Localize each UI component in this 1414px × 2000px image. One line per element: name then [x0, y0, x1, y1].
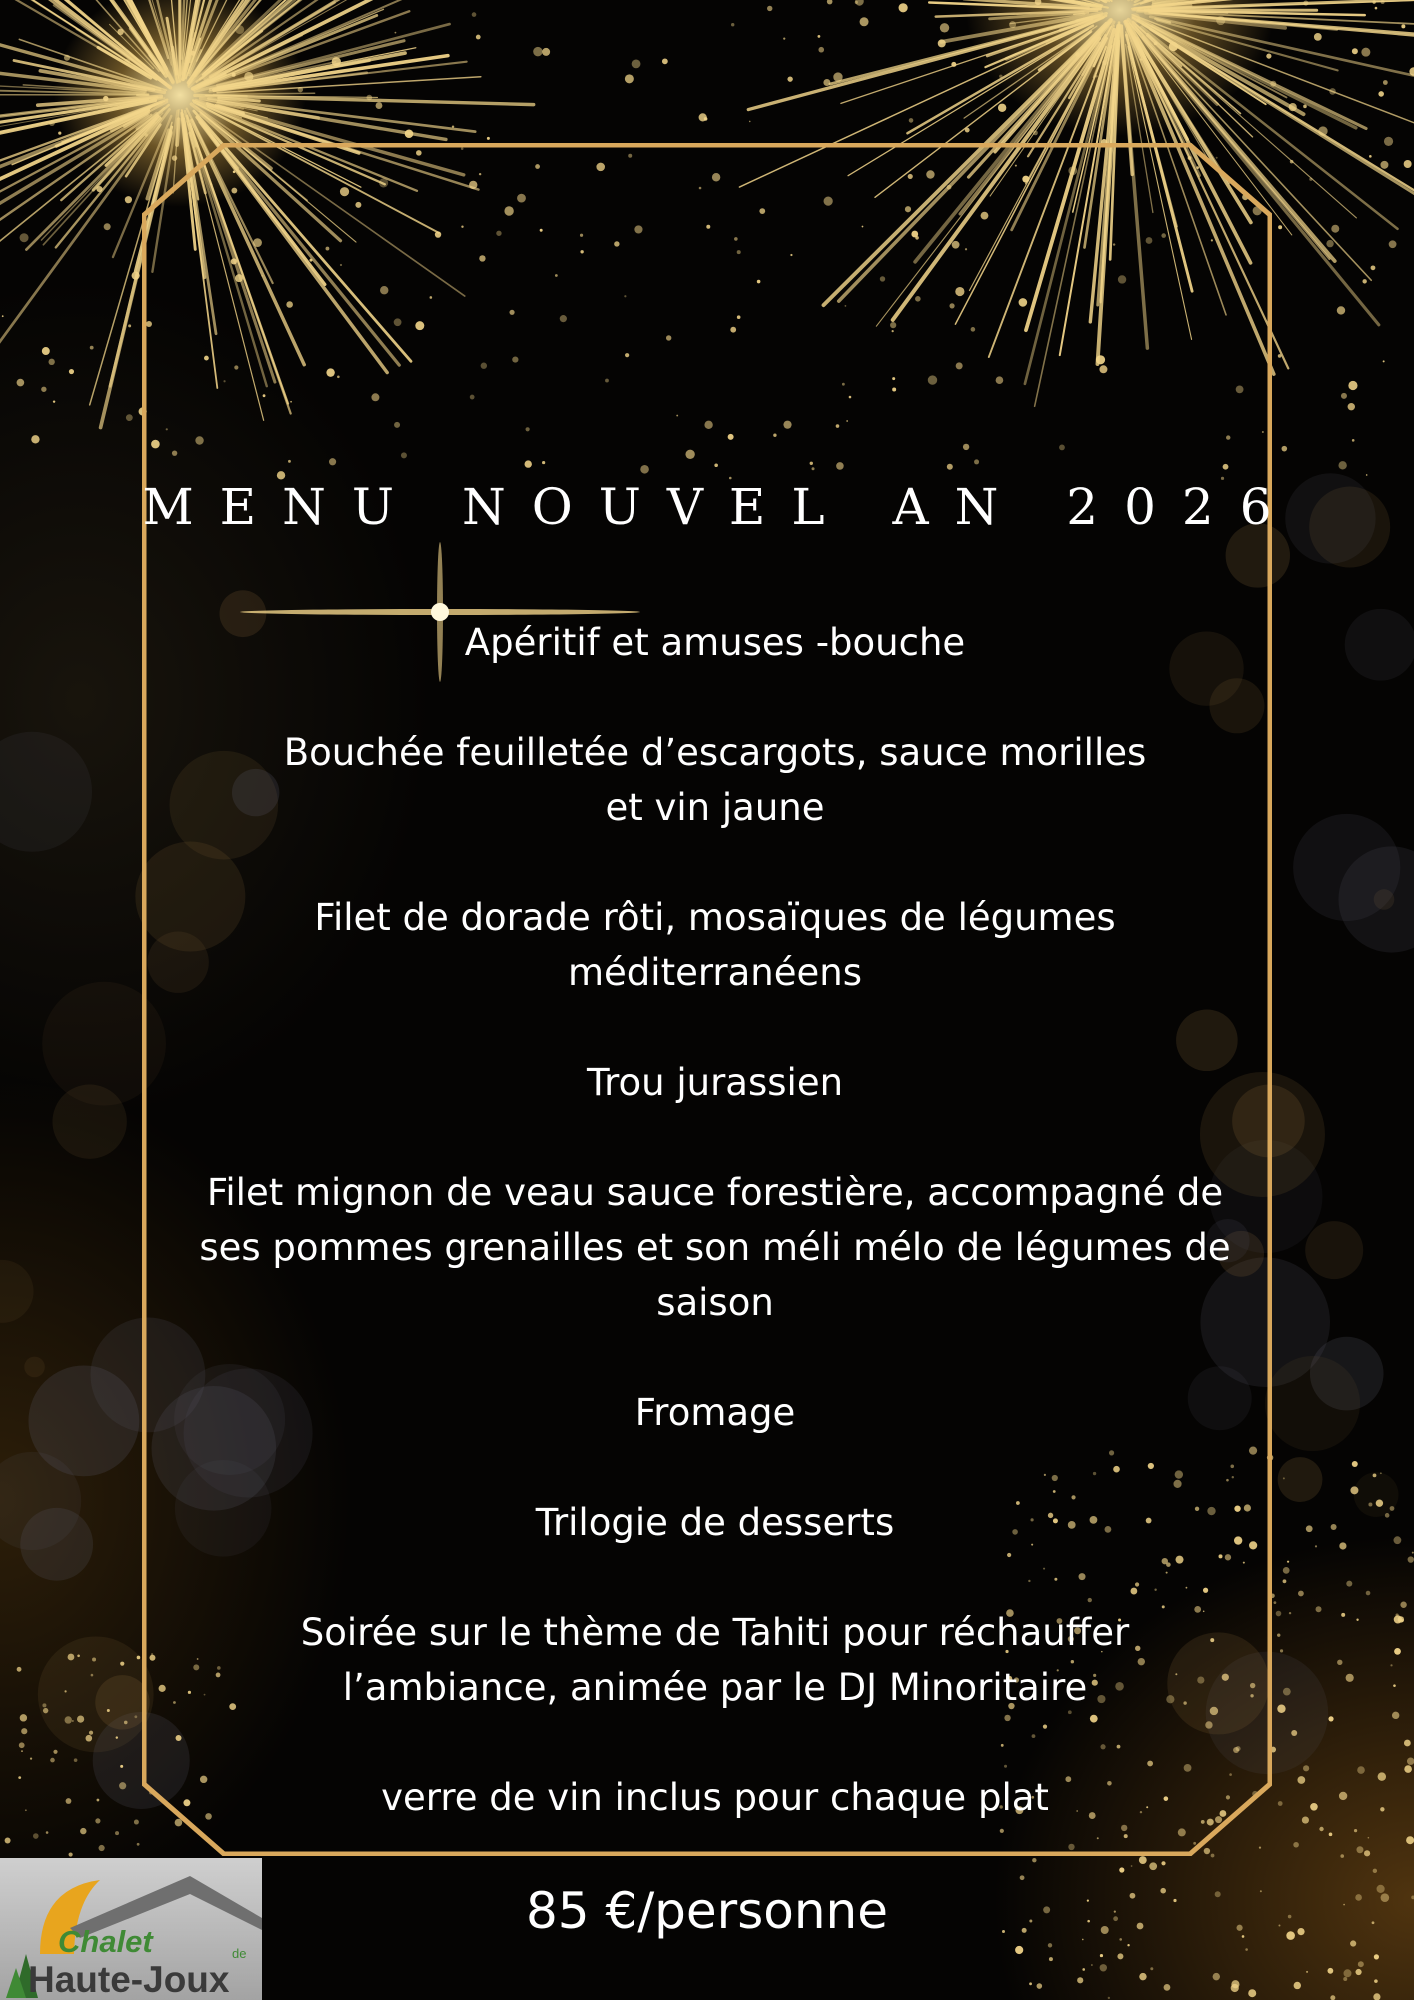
- sparkle-dot: [1404, 1765, 1412, 1773]
- sparkle-dot: [487, 137, 490, 140]
- sparkle-dot: [1231, 1984, 1239, 1992]
- sparkle-dot: [1356, 1846, 1363, 1853]
- sparkle-dot: [191, 51, 196, 56]
- sparkle-dot: [1374, 1954, 1379, 1959]
- sparkle-dot: [818, 35, 821, 38]
- sparkle-dot: [1384, 137, 1393, 146]
- menu-item-desserts: Trilogie de desserts: [535, 1501, 895, 1544]
- sparkle-dot: [1319, 1827, 1323, 1831]
- sparkle-dot: [95, 1818, 100, 1823]
- sparkle-dot: [938, 39, 946, 47]
- sparkle-dot: [1338, 461, 1346, 469]
- sparkle-dot: [999, 75, 1002, 78]
- sparkle-dot: [1102, 60, 1107, 65]
- sparkle-dot: [965, 128, 970, 133]
- sparkle-dot: [1150, 1967, 1153, 1970]
- sparkle-dot: [1352, 439, 1355, 442]
- sparkle-dot: [1294, 1982, 1301, 1989]
- bokeh-circle: [1265, 1356, 1360, 1451]
- sparkle-dot: [1108, 1997, 1110, 1999]
- sparkle-dot: [1278, 1801, 1283, 1806]
- sparkle-dot: [116, 1736, 118, 1738]
- bokeh-circle: [0, 1260, 34, 1323]
- sparkle-dot: [1282, 446, 1288, 452]
- firework-ray: [16, 0, 167, 73]
- sparkle-dot: [1396, 1613, 1399, 1616]
- sparkle-dot: [1346, 1674, 1354, 1682]
- sparkle-dot: [1278, 354, 1282, 358]
- sparkle-dot: [21, 1750, 23, 1752]
- sparkle-dot: [58, 132, 61, 135]
- sparkle-dot: [90, 346, 94, 350]
- sparkle-dot: [1283, 1567, 1290, 1574]
- sparkle-dot: [1049, 1957, 1053, 1961]
- firework-ray: [180, 0, 181, 75]
- sparkle-dot: [787, 76, 792, 81]
- sparkle-dot: [1315, 1545, 1317, 1547]
- sparkle-dot: [77, 1715, 84, 1722]
- sparkle-dot: [134, 1715, 137, 1718]
- sparkle-dot: [1270, 81, 1276, 87]
- sparkle-dot: [64, 1690, 66, 1692]
- sparkle-dot: [1297, 1776, 1305, 1784]
- sparkle-dot: [30, 1758, 32, 1760]
- sparkle-dot: [1352, 1461, 1358, 1467]
- sparkle-dot: [1401, 24, 1405, 28]
- sparkle-dot: [1392, 1712, 1399, 1719]
- sparkle-dot: [1407, 1758, 1414, 1765]
- sparkle-dot: [117, 29, 123, 35]
- sparkle-dot: [1406, 1836, 1414, 1844]
- sparkle-dot: [1009, 21, 1016, 28]
- sparkle-dot: [1274, 1601, 1277, 1604]
- chalet-logo: [0, 1858, 262, 2000]
- sparkle-dot: [18, 1776, 21, 1779]
- sparkle-dot: [1380, 1807, 1384, 1811]
- sparkle-dot: [940, 23, 949, 32]
- sparkle-dot: [1140, 58, 1142, 60]
- sparkle-dot: [542, 48, 550, 56]
- sparkle-dot: [1033, 130, 1038, 135]
- sparkle-dot: [1310, 1803, 1318, 1811]
- sparkle-dot: [783, 38, 785, 40]
- sparkle-dot: [77, 1654, 80, 1657]
- sparkle-dot: [1404, 160, 1412, 168]
- sparkle-dot: [1339, 1792, 1347, 1800]
- sparkle-dot: [472, 12, 477, 17]
- sparkle-dot: [998, 104, 1006, 112]
- sparkle-dot: [1380, 161, 1388, 169]
- sparkle-dot: [1394, 1648, 1401, 1655]
- sparkle-dot: [1393, 1536, 1401, 1544]
- sparkle-dot: [1277, 1633, 1280, 1636]
- sparkle-dot: [1213, 1973, 1220, 1980]
- sparkle-dot: [1368, 1503, 1372, 1507]
- sparkle-dot: [749, 121, 751, 123]
- sparkle-dot: [1037, 1983, 1043, 1989]
- sparkle-dot: [1383, 80, 1388, 85]
- sparkle-dot: [64, 55, 70, 61]
- sparkle-dot: [1368, 1837, 1370, 1839]
- sparkle-dot: [1372, 0, 1375, 3]
- sparkle-dot: [1266, 53, 1271, 58]
- sparkle-dot: [1393, 1684, 1396, 1687]
- sparkle-dot: [1309, 178, 1312, 181]
- firework-ray: [177, 119, 179, 145]
- sparkle-dot: [1352, 48, 1358, 54]
- sparkle-dot: [42, 1703, 46, 1707]
- sparkle-dot: [1318, 126, 1327, 135]
- sparkle-dot: [1343, 1977, 1347, 1981]
- sparkle-dot: [124, 59, 130, 65]
- sparkle-dot: [395, 32, 397, 34]
- sparkle-dot: [1276, 1611, 1282, 1617]
- sparkle-dot: [21, 1728, 27, 1734]
- sparkle-dot: [1289, 1612, 1291, 1614]
- menu-item-vin: verre de vin inclus pour chaque plat: [381, 1776, 1049, 1819]
- sparkle-dot: [731, 23, 734, 26]
- sparkle-dot: [704, 117, 708, 121]
- bokeh-circle: [52, 1084, 126, 1158]
- menu-item-escargots: Bouchée feuilletée d’escargots, sauce morilles et vin jaune: [283, 731, 1147, 829]
- firework-ray: [213, 93, 314, 94]
- sparkle-dot: [1154, 41, 1158, 45]
- sparkle-dot: [1095, 75, 1097, 77]
- sparkle-dot: [1401, 1619, 1404, 1622]
- menu-items: [180, 615, 1250, 1880]
- sparkle-dot: [452, 125, 454, 127]
- sparkle-dot: [1390, 1506, 1395, 1511]
- sparkle-dot: [1015, 1946, 1023, 1954]
- chalet-logo-icon: [0, 1858, 262, 2000]
- sparkle-dot: [366, 95, 372, 101]
- sparkle-dot: [1339, 1542, 1346, 1549]
- sparkle-dot: [89, 1731, 93, 1735]
- sparkle-dot: [1117, 1953, 1123, 1959]
- sparkle-dot: [1375, 7, 1378, 10]
- sparkle-dot: [1373, 1869, 1377, 1873]
- sparkle-dot: [65, 1716, 72, 1723]
- sparkle-dot: [134, 1820, 139, 1825]
- sparkle-dot: [1293, 1842, 1299, 1848]
- sparkle-dot: [909, 118, 914, 123]
- sparkle-dot: [833, 72, 842, 81]
- sparkle-dot: [899, 3, 908, 12]
- sparkle-dot: [115, 1831, 119, 1835]
- sparkle-dot: [107, 1709, 110, 1712]
- menu-item-soiree: Soirée sur le thème de Tahiti pour réchauffer l’ambiance, animée par le DJ Minoritaire: [300, 1611, 1130, 1709]
- sparkle-dot: [1306, 1971, 1308, 1973]
- sparkle-dot: [50, 1758, 55, 1763]
- bokeh-circle: [24, 1357, 45, 1378]
- sparkle-dot: [33, 1833, 39, 1839]
- sparkle-dot: [137, 1843, 140, 1846]
- sparkle-dot: [43, 1708, 48, 1713]
- sparkle-dot: [104, 223, 111, 230]
- sparkle-dot: [126, 414, 133, 421]
- sparkle-dot: [1331, 225, 1339, 233]
- sparkle-dot: [405, 129, 414, 138]
- sparkle-dot: [1381, 0, 1385, 4]
- sparkle-dot: [48, 359, 54, 365]
- sparkle-dot: [1371, 265, 1376, 270]
- sparkle-dot: [31, 435, 39, 443]
- sparkle-dot: [68, 1654, 75, 1661]
- menu-item-fromage: Fromage: [634, 1391, 796, 1434]
- sparkle-dot: [1354, 1829, 1357, 1832]
- sparkle-dot: [1404, 1740, 1411, 1747]
- sparkle-dot: [1380, 1472, 1382, 1474]
- sparkle-dot: [1283, 1477, 1285, 1479]
- sparkle-dot: [1328, 1716, 1333, 1721]
- sparkle-dot: [1337, 1660, 1342, 1665]
- sparkle-dot: [1340, 1854, 1344, 1858]
- sparkle-dot: [1316, 1606, 1322, 1612]
- bokeh-circle: [1305, 1221, 1363, 1279]
- sparkle-dot: [1383, 360, 1385, 362]
- sparkle-dot: [1216, 16, 1225, 25]
- sparkle-dot: [125, 196, 132, 203]
- sparkle-dot: [1164, 1984, 1171, 1991]
- logo-text-small: de: [232, 1946, 247, 1961]
- sparkle-dot: [1374, 1979, 1378, 1983]
- sparkle-dot: [119, 1782, 126, 1789]
- sparkle-dot: [72, 1720, 74, 1722]
- bokeh-circle: [1278, 1457, 1323, 1502]
- sparkle-dot: [96, 186, 102, 192]
- sparkle-dot: [625, 74, 634, 83]
- sparkle-dot: [476, 35, 481, 40]
- sparkle-dot: [533, 47, 542, 56]
- sparkle-dot: [92, 1658, 96, 1662]
- sparkle-dot: [17, 1667, 22, 1672]
- sparkle-dot: [1376, 1499, 1383, 1506]
- logo-text-line2: Haute-Joux: [28, 1959, 230, 2000]
- sparkle-dot: [69, 369, 74, 374]
- sparkle-dot: [132, 272, 140, 280]
- firework-ray: [927, 0, 1104, 1]
- sparkle-dot: [1355, 1969, 1361, 1975]
- sparkle-dot: [1302, 1816, 1309, 1823]
- sparkle-dot: [1366, 474, 1368, 476]
- sparkle-dot: [376, 102, 383, 109]
- sparkle-dot: [97, 1799, 100, 1802]
- sparkle-dot: [1100, 1954, 1103, 1957]
- sparkle-dot: [244, 72, 253, 81]
- sparkle-dot: [1343, 1969, 1351, 1977]
- sparkle-dot: [1373, 1993, 1380, 2000]
- sparkle-dot: [1314, 33, 1322, 41]
- firework-ray: [26, 119, 156, 249]
- sparkle-dot: [1350, 1486, 1358, 1494]
- menu-item-aperitif: Apéritif et amuses -bouche: [464, 621, 966, 664]
- sparkle-dot: [1373, 1473, 1377, 1477]
- sparkle-dot: [1366, 1591, 1371, 1596]
- sparkle-dot: [1378, 1772, 1386, 1780]
- sparkle-dot: [1169, 42, 1178, 51]
- sparkle-dot: [1348, 403, 1355, 410]
- sparkle-dot: [46, 1831, 49, 1834]
- bokeh-circle: [0, 732, 92, 852]
- sparkle-dot: [1364, 1850, 1370, 1856]
- sparkle-dot: [103, 96, 108, 101]
- sparkle-dot: [662, 58, 668, 64]
- menu-item-filet-mignon: Filet mignon de veau sauce forestière, accompagné de ses pommes grenailles et son méli mélo de légumes de saison: [199, 1171, 1231, 1324]
- sparkle-dot: [41, 387, 46, 392]
- sparkle-dot: [1389, 240, 1397, 248]
- sparkle-dot: [49, 120, 55, 126]
- sparkle-dot: [1303, 1765, 1309, 1771]
- sparkle-dot: [20, 1714, 27, 1721]
- sparkle-dot: [74, 1758, 78, 1762]
- sparkle-dot: [1337, 306, 1345, 314]
- sparkle-dot: [1361, 48, 1370, 57]
- sparkle-dot: [2, 315, 4, 317]
- sparkle-dot: [1298, 1591, 1304, 1597]
- sparkle-dot: [80, 1828, 86, 1834]
- sparkle-dot: [1329, 1833, 1333, 1837]
- sparkle-dot: [855, 1, 858, 4]
- sparkle-dot: [1277, 1705, 1285, 1713]
- sparkle-dot: [145, 133, 148, 136]
- sparkle-dot: [818, 47, 824, 53]
- sparkle-dot: [42, 347, 50, 355]
- sparkle-dot: [232, 73, 236, 77]
- logo-text-line1: Chalet: [58, 1924, 153, 1959]
- menu-item-dorade: Filet de dorade rôti, mosaïques de légumes méditerranéens: [314, 896, 1116, 994]
- sparkle-dot: [1358, 1961, 1364, 1967]
- sparkle-dot: [53, 400, 55, 402]
- sparkle-dot: [1357, 1766, 1365, 1774]
- sparkle-dot: [827, 0, 833, 4]
- sparkle-dot: [1291, 1730, 1297, 1736]
- sparkle-dot: [1378, 91, 1384, 97]
- sparkle-dot: [1075, 52, 1080, 57]
- sparkle-dot: [1331, 1524, 1337, 1530]
- sparkle-dot: [1248, 1989, 1256, 1997]
- sparkle-dot: [1348, 381, 1357, 390]
- sparkle-dot: [1329, 88, 1336, 95]
- sparkle-dot: [25, 1809, 27, 1811]
- sparkle-dot: [120, 1662, 124, 1666]
- sparkle-dot: [1306, 1525, 1313, 1532]
- sparkle-dot: [1326, 240, 1333, 247]
- sparkle-dot: [1278, 225, 1282, 229]
- sparkle-dot: [1091, 1964, 1093, 1966]
- menu-title: MENU NOUVEL AN 2026: [142, 478, 1298, 536]
- sparkle-dot: [1290, 160, 1294, 164]
- sparkle-dot: [128, 324, 131, 327]
- sparkle-dot: [1289, 103, 1297, 111]
- sparkle-dot: [951, 62, 956, 67]
- sparkle-dot: [1356, 1619, 1358, 1621]
- sparkle-dot: [120, 1765, 123, 1768]
- sparkle-dot: [1408, 1556, 1414, 1562]
- sparkle-dot: [1127, 1944, 1129, 1946]
- sparkle-dot: [86, 1735, 93, 1742]
- sparkle-dot: [1346, 1581, 1352, 1587]
- sparkle-dot: [1130, 13, 1140, 23]
- sparkle-dot: [860, 17, 869, 26]
- sparkle-dot: [1283, 1579, 1287, 1583]
- sparkle-dot: [332, 57, 341, 66]
- price-label: 85 €/personne: [525, 1882, 888, 1940]
- sparkle-dot: [1341, 393, 1347, 399]
- menu-item-trou-jurassien: Trou jurassien: [586, 1061, 844, 1104]
- sparkle-dot: [1327, 1968, 1333, 1974]
- sparkle-dot: [1385, 1513, 1390, 1518]
- sparkle-dot: [69, 1852, 73, 1856]
- firework-ray: [207, 95, 247, 96]
- sparkle-dot: [20, 233, 29, 242]
- sparkle-dot: [66, 1798, 72, 1804]
- sparkle-dot: [5, 1838, 11, 1844]
- sparkle-dot: [1400, 1602, 1406, 1608]
- sparkle-dot: [137, 1656, 141, 1660]
- sparkle-dot: [124, 1721, 128, 1725]
- sparkle-dot: [298, 87, 303, 92]
- sparkle-dot: [1287, 1561, 1289, 1563]
- sparkle-dot: [1283, 1688, 1291, 1696]
- sparkle-dot: [767, 6, 772, 11]
- sparkle-dot: [1390, 1664, 1392, 1666]
- sparkle-dot: [632, 59, 641, 68]
- sparkle-dot: [1303, 0, 1308, 5]
- sparkle-dot: [1029, 1982, 1032, 1985]
- sparkle-dot: [1369, 155, 1372, 158]
- sparkle-dot: [1139, 1973, 1146, 1980]
- sparkle-dot: [1303, 105, 1307, 109]
- sparkle-dot: [1362, 279, 1366, 283]
- sparkle-dot: [99, 1845, 105, 1851]
- bokeh-circle: [1345, 609, 1414, 681]
- sparkle-dot: [1330, 1995, 1335, 2000]
- sparkle-dot: [1100, 1964, 1107, 1971]
- sparkle-dot: [91, 1674, 94, 1677]
- sparkle-dot: [1077, 1977, 1083, 1983]
- sparkle-dot: [1245, 1948, 1248, 1951]
- sparkle-dot: [1082, 1968, 1085, 1971]
- sparkle-dot: [823, 79, 830, 86]
- sparkle-dot: [53, 1750, 57, 1754]
- sparkle-dot: [1341, 1613, 1345, 1617]
- sparkle-dot: [235, 25, 244, 34]
- sparkle-dot: [19, 1742, 25, 1748]
- sparkle-dot: [1280, 1649, 1283, 1652]
- sparkle-dot: [17, 379, 25, 387]
